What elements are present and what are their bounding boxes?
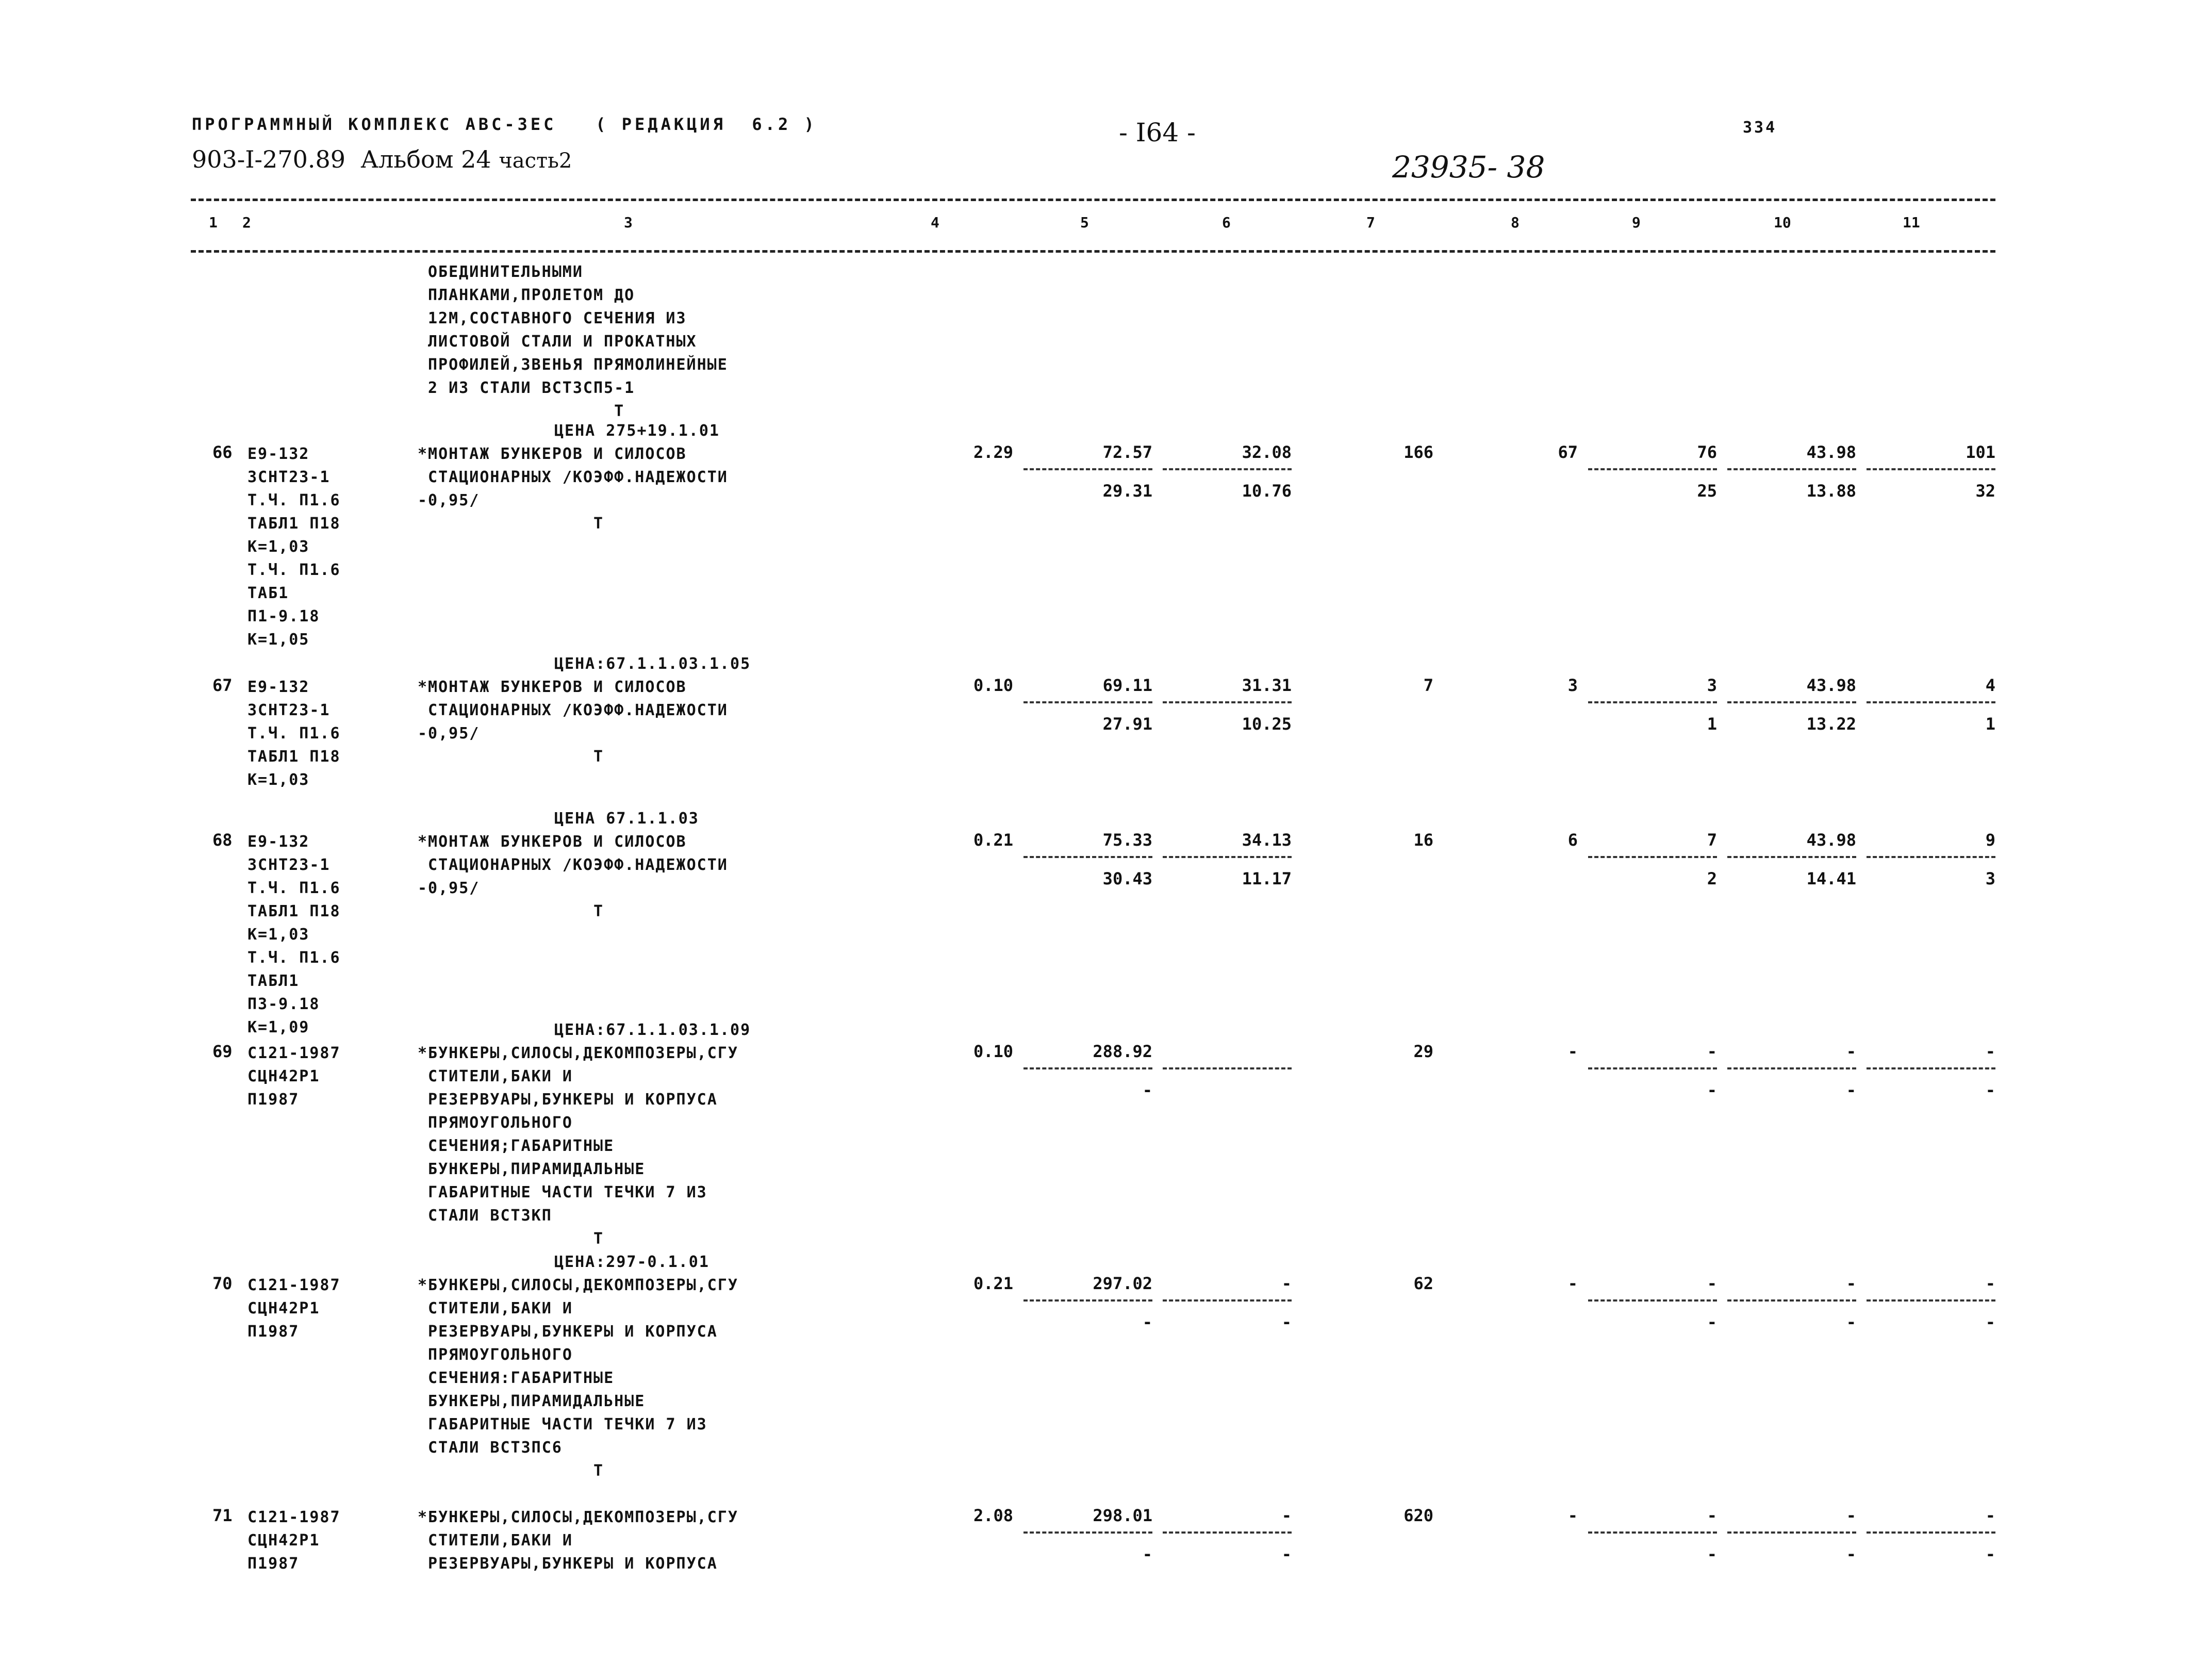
cell-c6: 32.08 [1242,442,1292,462]
cell-c4: 0.10 [973,1042,1013,1061]
subtotal-rule [1727,1299,1856,1302]
cell-c6-secondary: - [1281,1312,1292,1332]
cell-c10: - [1846,1042,1856,1061]
column-number-3: 3 [624,214,633,231]
cell-c7: 620 [1404,1506,1433,1525]
norm-code: Е9-132 ЗСНТ23-1 Т.Ч. П1.6 ТАБЛ1 П18 К=1,03 [247,678,341,789]
cell-c9: 3 [1707,676,1717,695]
subtotal-rule [1588,1531,1717,1534]
subtotal-rule [1163,468,1292,470]
cell-c10: - [1846,1506,1856,1525]
subtotal-rule [1867,856,1995,858]
subtotal-rule [1023,468,1152,470]
cell-c5: 288.92 [1093,1042,1152,1061]
cell-c5-secondary: - [1142,1080,1152,1100]
cell-c10: 43.98 [1806,830,1856,850]
cell-c5: 69.11 [1102,676,1152,695]
cell-c5-secondary: - [1142,1544,1152,1564]
cell-c6: 34.13 [1242,830,1292,850]
sheet-number: 334 [1743,119,1777,137]
work-description: *БУНКЕРЫ,СИЛОСЫ,ДЕКОМПОЗЕРЫ,СГУ СТИТЕЛИ,БАКИ И РЕЗЕРВУАРЫ,БУНКЕРЫ И КОРПУСА ПРЯМОУГОЛЬНОГО СЕЧЕНИЯ;ГАБАРИТНЫЕ БУНКЕРЫ,ПИРАМИДАЛЬНЫЕ ГАБАРИТНЫЕ ЧАСТИ ТЕЧКИ 7 ИЗ СТАЛИ ВСТ3КП Т [418,1044,738,1248]
cell-c8: - [1567,1042,1578,1061]
subtotal-rule [1727,701,1856,703]
subtotal-rule [1588,1299,1717,1302]
cell-c11: 9 [1985,830,1995,850]
cell-c4: 0.10 [973,676,1013,695]
subtotal-rule [1727,1531,1856,1534]
cell-c6: 31.31 [1242,676,1292,695]
subtotal-rule [1727,1067,1856,1069]
cell-c7: 7 [1423,676,1433,695]
cell-c8: - [1567,1274,1578,1293]
album-label: 903-I-270.89 Альбом 24 [192,145,491,173]
norm-code: С121-1987 СЦН42Р1 П1987 [247,1276,341,1341]
column-number-2: 2 [242,214,251,231]
subtotal-rule [1867,1299,1995,1302]
cell-c6: - [1281,1506,1292,1525]
row-number: 66 [212,442,233,462]
cell-c11-secondary: - [1985,1080,1995,1100]
cell-c10: 43.98 [1806,676,1856,695]
cell-c9: - [1707,1274,1717,1293]
cell-c5: 72.57 [1102,442,1152,462]
cell-c7: 166 [1404,442,1433,462]
subtotal-rule [1867,1067,1995,1069]
cell-c11: 4 [1985,676,1995,695]
subtotal-rule [1588,701,1717,703]
norm-code: Е9-132 ЗСНТ23-1 Т.Ч. П1.6 ТАБЛ1 П18 К=1,03 Т.Ч. П1.6 ТАБЛ1 П3-9.18 К=1,09 [247,833,341,1036]
subtotal-rule [1163,1531,1292,1534]
system-title: ПРОГРАММНЫЙ КОМПЛЕКС АВС-3ЕС ( РЕДАКЦИЯ 6.2 ) [192,114,817,134]
column-number-1: 1 [209,214,218,231]
column-number-8: 8 [1511,214,1520,231]
cell-c11-secondary: 32 [1975,481,1995,501]
cell-c5-secondary: 27.91 [1102,714,1152,734]
price-reference: ЦЕНА:67.1.1.03.1.05 [554,655,751,673]
row-number: 68 [212,830,233,850]
cell-c5: 75.33 [1102,830,1152,850]
page-number: - I64 - [1119,118,1196,147]
norm-code: С121-1987 СЦН42Р1 П1987 [247,1044,341,1109]
column-number-9: 9 [1632,214,1641,231]
cell-c9: 7 [1707,830,1717,850]
cell-c4: 2.08 [973,1506,1013,1525]
cell-c7: 16 [1413,830,1433,850]
cell-c8: 67 [1558,442,1578,462]
subtotal-rule [1588,1067,1717,1069]
price-reference: ЦЕНА 275+19.1.01 [554,422,720,440]
cell-c8: 6 [1567,830,1578,850]
cell-c4: 0.21 [973,1274,1013,1293]
work-description: *БУНКЕРЫ,СИЛОСЫ,ДЕКОМПОЗЕРЫ,СГУ СТИТЕЛИ,БАКИ И РЕЗЕРВУАРЫ,БУНКЕРЫ И КОРПУСА ПРЯМОУГОЛЬНОГО СЕЧЕНИЯ:ГАБАРИТНЫЕ БУНКЕРЫ,ПИРАМИДАЛЬНЫЕ ГАБАРИТНЫЕ ЧАСТИ ТЕЧКИ 7 ИЗ СТАЛИ ВСТ3ПС6 Т [418,1276,738,1480]
subtotal-rule [1163,1299,1292,1302]
cell-c9-secondary: 2 [1707,869,1717,888]
header-rule-bottom [191,250,1995,253]
subtotal-rule [1023,856,1152,858]
cell-c8: - [1567,1506,1578,1525]
cell-c4: 2.29 [973,442,1013,462]
cell-c10-secondary: - [1846,1312,1856,1332]
work-description: *МОНТАЖ БУНКЕРОВ И СИЛОСОВ СТАЦИОНАРНЫХ /КОЭФФ.НАДЕЖОСТИ -0,95/ Т [418,678,728,766]
norm-code: Е9-132 ЗСНТ23-1 Т.Ч. П1.6 ТАБЛ1 П18 К=1,03 Т.Ч. П1.6 ТАБ1 П1-9.18 К=1,05 [247,445,341,649]
norm-code: С121-1987 СЦН42Р1 П1987 [247,1508,341,1573]
cell-c6: - [1281,1274,1292,1293]
cell-c9-secondary: - [1707,1544,1717,1564]
cell-c9-secondary: 1 [1707,714,1717,734]
cell-c5: 297.02 [1093,1274,1152,1293]
subtotal-rule [1867,1531,1995,1534]
subtotal-rule [1867,468,1995,470]
cell-c10-secondary: 13.22 [1806,714,1856,734]
cell-c9-secondary: 25 [1697,481,1717,501]
cell-c7: 62 [1413,1274,1433,1293]
cell-c9: 76 [1697,442,1717,462]
cell-c9: - [1707,1506,1717,1525]
cell-c6-secondary: 10.25 [1242,714,1292,734]
row-number: 67 [212,676,233,695]
price-reference: ЦЕНА:297-0.1.01 [554,1253,709,1271]
cell-c11: - [1985,1506,1995,1525]
row-number: 71 [212,1506,233,1525]
cell-c11-secondary: 1 [1985,714,1995,734]
cell-c7: 29 [1413,1042,1433,1061]
cell-c10: 43.98 [1806,442,1856,462]
cell-c5-secondary: - [1142,1312,1152,1332]
subtotal-rule [1023,1299,1152,1302]
work-description: *МОНТАЖ БУНКЕРОВ И СИЛОСОВ СТАЦИОНАРНЫХ /КОЭФФ.НАДЕЖОСТИ -0,95/ Т [418,445,728,533]
subtotal-rule [1867,701,1995,703]
cell-c6-secondary: 11.17 [1242,869,1292,888]
row-number: 69 [212,1042,233,1061]
document-number: 23935- 38 [1392,150,1545,185]
cell-c9-secondary: - [1707,1312,1717,1332]
cell-c5: 298.01 [1093,1506,1152,1525]
price-reference: ЦЕНА:67.1.1.03.1.09 [554,1021,751,1039]
cell-c4: 0.21 [973,830,1013,850]
work-description: *МОНТАЖ БУНКЕРОВ И СИЛОСОВ СТАЦИОНАРНЫХ /КОЭФФ.НАДЕЖОСТИ -0,95/ Т [418,833,728,920]
album-title [192,145,572,173]
cell-c10-secondary: - [1846,1080,1856,1100]
cell-c10: - [1846,1274,1856,1293]
subtotal-rule [1163,701,1292,703]
column-number-5: 5 [1080,214,1089,231]
continuation-text: ОБЕДИНИТЕЛЬНЫМИ ПЛАНКАМИ,ПРОЛЕТОМ ДО 12М,СОСТАВНОГО СЕЧЕНИЯ ИЗ ЛИСТОВОЙ СТАЛИ И ПРОКАТНЫХ ПРОФИЛЕЙ,ЗВЕНЬЯ ПРЯМОЛИНЕЙНЫЕ 2 ИЗ СТАЛИ ВСТ3СП5-1 Т [428,263,728,420]
cell-c11: 101 [1966,442,1995,462]
column-number-10: 10 [1774,214,1791,231]
cell-c11-secondary: - [1985,1312,1995,1332]
cell-c10-secondary: 14.41 [1806,869,1856,888]
cell-c11-secondary: - [1985,1544,1995,1564]
column-number-7: 7 [1366,214,1375,231]
album-part: часть2 [499,149,572,173]
cell-c10-secondary: 13.88 [1806,481,1856,501]
subtotal-rule [1727,856,1856,858]
subtotal-rule [1023,1067,1152,1069]
cell-c9-secondary: - [1707,1080,1717,1100]
subtotal-rule [1023,1531,1152,1534]
subtotal-rule [1023,701,1152,703]
cell-c11-secondary: 3 [1985,869,1995,888]
cell-c10-secondary: - [1846,1544,1856,1564]
subtotal-rule [1163,856,1292,858]
cell-c5-secondary: 29.31 [1102,481,1152,501]
column-number-11: 11 [1903,214,1920,231]
column-number-4: 4 [931,214,939,231]
cell-c5-secondary: 30.43 [1102,869,1152,888]
cell-c11: - [1985,1042,1995,1061]
header-rule-top [191,199,1995,201]
subtotal-rule [1588,856,1717,858]
cell-c8: 3 [1567,676,1578,695]
subtotal-rule [1727,468,1856,470]
column-number-6: 6 [1222,214,1231,231]
cell-c11: - [1985,1274,1995,1293]
work-description: *БУНКЕРЫ,СИЛОСЫ,ДЕКОМПОЗЕРЫ,СГУ СТИТЕЛИ,БАКИ И РЕЗЕРВУАРЫ,БУНКЕРЫ И КОРПУСА [418,1508,738,1573]
cell-c6-secondary: 10.76 [1242,481,1292,501]
row-number: 70 [212,1274,233,1293]
cell-c6-secondary: - [1281,1544,1292,1564]
cell-c9: - [1707,1042,1717,1061]
subtotal-rule [1588,468,1717,470]
subtotal-rule [1163,1067,1292,1069]
price-reference: ЦЕНА 67.1.1.03 [554,810,699,828]
